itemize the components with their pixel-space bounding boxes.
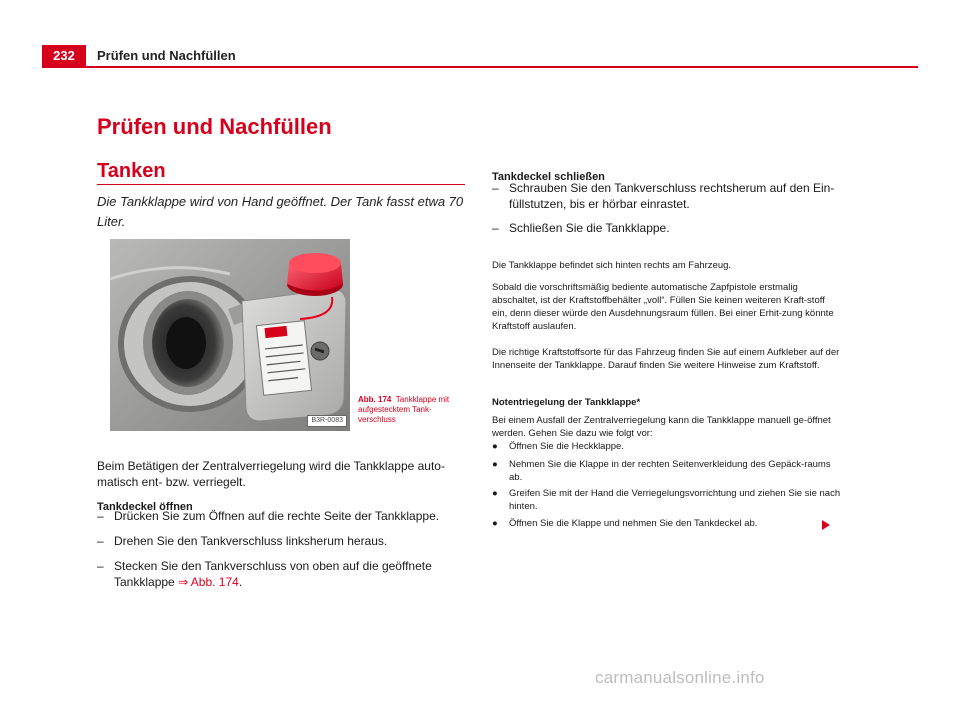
emergency-paragraph: Bei einem Ausfall der Zentralverriegelung kann die Tankklappe manuell ge-öffnet werden. Gehen Sie dazu wie folgt vor: xyxy=(492,414,831,439)
watermark: carmanualsonline.info xyxy=(595,668,765,687)
header-rule xyxy=(42,66,918,68)
step-dash: – xyxy=(97,534,104,548)
step-text-suffix: . xyxy=(238,575,243,589)
fuel-flap-illustration xyxy=(110,239,350,431)
bullet-dot: ● xyxy=(492,488,498,499)
close-heading: Tankdeckel schließen xyxy=(492,171,605,183)
bullet-text: Greifen Sie mit der Hand die Verriegelungsvorrichtung und ziehen Sie sie nach hinten. xyxy=(509,488,841,512)
open-heading: Tankdeckel öffnen xyxy=(97,501,193,513)
emergency-bullet-2 xyxy=(492,458,842,484)
open-step-2 xyxy=(97,533,467,549)
step-text: Drücken Sie zum Öffnen auf die rechte Seite der Tankklappe. xyxy=(114,509,440,523)
close-step-2 xyxy=(492,220,842,236)
figure-caption-label: Abb. 174 xyxy=(358,395,392,404)
chapter-title: Prüfen und Nachfüllen xyxy=(97,114,332,139)
figure-reference-link[interactable]: ⇒ Abb. 174 xyxy=(178,575,239,589)
bullet-text: Öffnen Sie die Heckklappe. xyxy=(509,441,624,452)
emergency-bullet-1 xyxy=(492,440,842,453)
figure-caption-text: Tankklappe mit aufgestecktem Tank-verschluss xyxy=(358,395,450,424)
emergency-heading: Notentriegelung der Tankklappe* xyxy=(492,396,641,408)
emergency-bullet-3 xyxy=(492,487,842,513)
figure-code: B3R-0083 xyxy=(307,415,347,427)
bullet-dot: ● xyxy=(492,518,498,529)
running-head: Prüfen und Nachfüllen xyxy=(97,48,236,63)
step-text: Drehen Sie den Tankverschluss linksherum heraus. xyxy=(114,534,388,548)
continue-arrow-icon xyxy=(822,520,830,530)
bullet-dot: ● xyxy=(492,441,498,452)
fuel-flap-figure xyxy=(110,239,350,431)
open-step-3 xyxy=(97,558,467,590)
step-text: Schrauben Sie den Tankverschluss rechtsherum auf den Ein-füllstutzen, bis er hörbar einrastet. xyxy=(509,181,835,211)
open-step-1 xyxy=(97,508,467,524)
bullet-text: Nehmen Sie die Klappe in der rechten Seitenverkleidung des Gepäck-raums ab. xyxy=(509,459,831,483)
section-intro: Die Tankklappe wird von Hand geöffnet. Der Tank fasst etwa 70 Liter. xyxy=(97,194,464,229)
close-step-1 xyxy=(492,180,842,212)
page-number: 232 xyxy=(42,45,86,67)
step-text: Schließen Sie die Tankklappe. xyxy=(509,221,670,235)
full-tank-paragraph: Sobald die vorschriftsmäßig bediente automatische Zapfpistole erstmalig abschaltet, ist der Kraftstoffbehälter „voll“. Füllen Sie keinen weiteren Kraft-stoff ein, denn dieser würde den Ausdehnungsraum füllen. Bei einer Erhit-zung könnte Kraftstoff auslaufen. xyxy=(492,281,834,332)
section-title: Tanken xyxy=(97,160,166,182)
bullet-text: Öffnen Sie die Klappe und nehmen Sie den Tankdeckel ab. xyxy=(509,518,758,529)
step-dash: – xyxy=(97,509,104,523)
location-paragraph: Die Tankklappe befindet sich hinten rechts am Fahrzeug. xyxy=(492,259,732,271)
emergency-bullet-4 xyxy=(492,517,822,530)
intro-paragraph: Beim Betätigen der Zentralverriegelung wird die Tankklappe auto-matisch ent- bzw. verriegelt. xyxy=(97,459,445,489)
fuel-type-paragraph: Die richtige Kraftstoffsorte für das Fahrzeug finden Sie auf einem Aufkleber auf der Innenseite der Tankklappe. Darauf finden Sie weitere Hinweise zum Kraftstoff. xyxy=(492,346,840,371)
section-rule xyxy=(97,184,465,185)
step-text: Stecken Sie den Tankverschluss von oben auf die geöffnete Tankklappe xyxy=(114,559,432,589)
step-dash: – xyxy=(492,181,499,195)
bullet-dot: ● xyxy=(492,459,498,470)
step-dash: – xyxy=(97,559,104,573)
step-dash: – xyxy=(492,221,499,235)
figure-caption xyxy=(358,395,468,425)
